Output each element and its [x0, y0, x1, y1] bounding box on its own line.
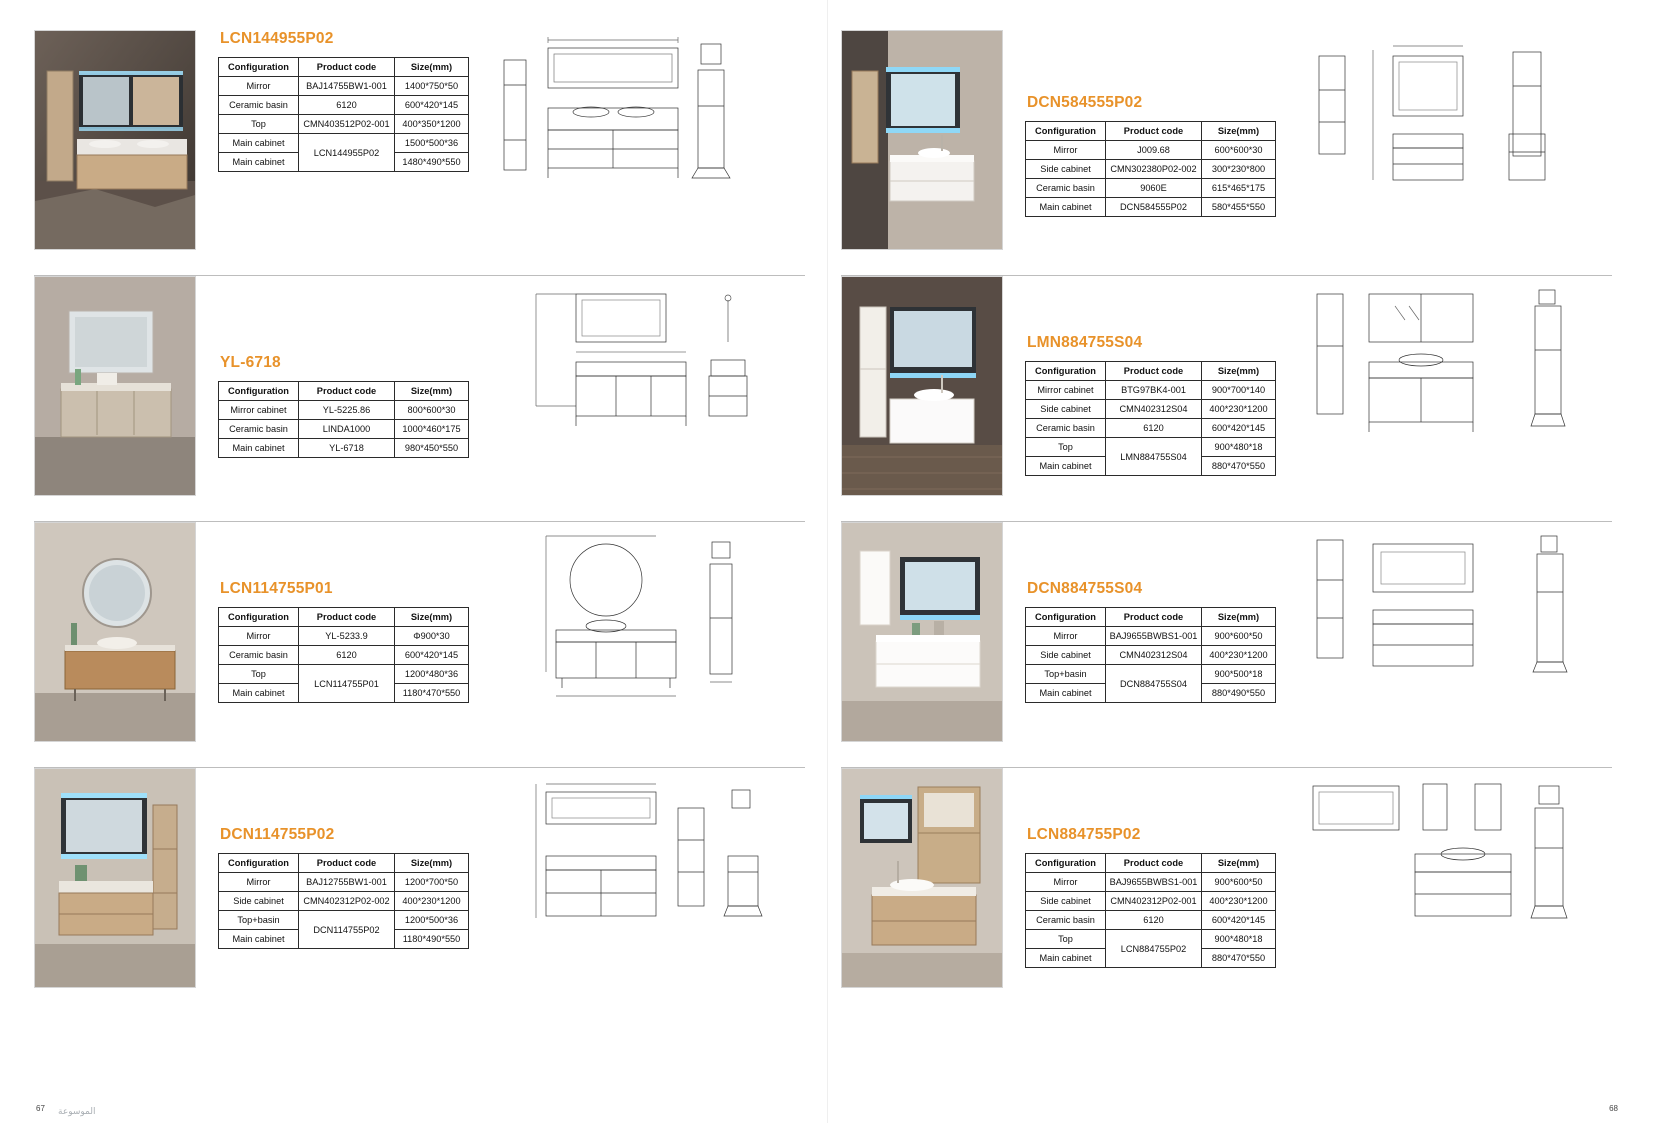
product-info — [196, 30, 469, 172]
table-row — [1026, 400, 1276, 419]
table-row — [1026, 438, 1276, 457]
product-title: YL-6718 — [220, 354, 281, 371]
cell-code: YL-5233.9 — [299, 627, 395, 646]
product-title: LMN884755S04 — [1027, 334, 1143, 351]
product-photo — [34, 30, 196, 250]
cell-size: 400*230*1200 — [1202, 646, 1276, 665]
product-info — [196, 522, 469, 703]
cell-config: Main cabinet — [1026, 457, 1106, 476]
table-row — [1026, 892, 1276, 911]
cell-size: 1200*480*36 — [395, 665, 469, 684]
product-photo — [34, 768, 196, 988]
cell-size: 600*420*145 — [1202, 419, 1276, 438]
table-row — [1026, 627, 1276, 646]
cell-size: 600*420*145 — [1202, 911, 1276, 930]
table-row — [1026, 665, 1276, 684]
cell-size: 900*480*18 — [1202, 930, 1276, 949]
cell-config: Ceramic basin — [1026, 911, 1106, 930]
table-row — [1026, 179, 1276, 198]
col-configuration: Configuration — [219, 608, 299, 627]
cell-code: LCN144955P02 — [299, 134, 395, 172]
product-info — [1003, 276, 1276, 476]
table-row — [219, 115, 469, 134]
cell-config: Ceramic basin — [219, 646, 299, 665]
col-size: Size(mm) — [1202, 854, 1276, 873]
cell-config: Main cabinet — [219, 684, 299, 703]
cell-size: 600*420*145 — [395, 96, 469, 115]
cell-config: Main cabinet — [219, 930, 299, 949]
col-configuration: Configuration — [219, 854, 299, 873]
product-photo — [841, 30, 1003, 250]
cell-code: BAJ9655BWBS1-001 — [1106, 627, 1202, 646]
right-page — [827, 0, 1654, 1123]
cell-code: CMN402312P02-001 — [1106, 892, 1202, 911]
cell-config: Ceramic basin — [1026, 179, 1106, 198]
product-row — [841, 522, 1620, 768]
table-row — [1026, 930, 1276, 949]
cell-size: 1000*460*175 — [395, 420, 469, 439]
col-size: Size(mm) — [395, 854, 469, 873]
technical-drawing — [469, 522, 813, 740]
cell-size: 1180*470*550 — [395, 684, 469, 703]
cell-size: 900*600*50 — [1202, 873, 1276, 892]
spec-table — [1025, 607, 1276, 703]
cell-code: CMN402312S04 — [1106, 400, 1202, 419]
cell-size: 880*490*550 — [1202, 684, 1276, 703]
product-info — [196, 276, 469, 458]
cell-config: Ceramic basin — [1026, 419, 1106, 438]
table-header-row — [219, 382, 469, 401]
col-configuration: Configuration — [219, 382, 299, 401]
product-title: LCN144955P02 — [220, 30, 334, 47]
cell-config: Main cabinet — [219, 134, 299, 153]
table-row — [1026, 141, 1276, 160]
cell-size: 1400*750*50 — [395, 77, 469, 96]
cell-size: 880*470*550 — [1202, 949, 1276, 968]
cell-code: LCN114755P01 — [299, 665, 395, 703]
cell-code: YL-5225.86 — [299, 401, 395, 420]
product-row — [841, 30, 1620, 276]
cell-size: 600*600*30 — [1202, 141, 1276, 160]
product-info — [1003, 30, 1276, 217]
technical-drawing — [469, 768, 813, 986]
cell-code: DCN884755S04 — [1106, 665, 1202, 703]
table-row — [1026, 198, 1276, 217]
cell-config: Side cabinet — [1026, 400, 1106, 419]
cell-code: 6120 — [1106, 419, 1202, 438]
cell-config: Main cabinet — [1026, 949, 1106, 968]
cell-size: 1200*700*50 — [395, 873, 469, 892]
cell-code: 6120 — [299, 96, 395, 115]
cell-code: DCN584555P02 — [1106, 198, 1202, 217]
col-size: Size(mm) — [1202, 362, 1276, 381]
col-product-code: Product code — [1106, 608, 1202, 627]
page-number-right: 68 — [1609, 1104, 1618, 1113]
col-configuration: Configuration — [1026, 608, 1106, 627]
cell-size: 400*230*1200 — [395, 892, 469, 911]
cell-config: Mirror — [219, 627, 299, 646]
spec-table — [1025, 361, 1276, 476]
col-product-code: Product code — [299, 854, 395, 873]
table-header-row — [1026, 608, 1276, 627]
cell-code: LINDA1000 — [299, 420, 395, 439]
product-title: LCN114755P01 — [220, 580, 333, 597]
cell-config: Mirror — [1026, 141, 1106, 160]
col-configuration: Configuration — [1026, 362, 1106, 381]
cell-config: Top+basin — [1026, 665, 1106, 684]
cell-code: BAJ14755BW1-001 — [299, 77, 395, 96]
spec-table — [218, 607, 469, 703]
cell-code: LMN884755S04 — [1106, 438, 1202, 476]
product-row — [841, 768, 1620, 1014]
spec-table — [218, 853, 469, 949]
col-size: Size(mm) — [1202, 122, 1276, 141]
product-photo — [841, 768, 1003, 988]
product-info — [196, 768, 469, 949]
spec-table — [1025, 853, 1276, 968]
cell-size: 400*230*1200 — [1202, 400, 1276, 419]
product-row — [34, 768, 813, 1014]
product-row — [34, 30, 813, 276]
table-row — [1026, 381, 1276, 400]
cell-code: YL-6718 — [299, 439, 395, 458]
cell-code: CMN402312S04 — [1106, 646, 1202, 665]
table-row — [219, 892, 469, 911]
table-row — [219, 873, 469, 892]
cell-code: 6120 — [299, 646, 395, 665]
cell-code: CMN403512P02-001 — [299, 115, 395, 134]
table-row — [219, 96, 469, 115]
product-title: DCN584555P02 — [1027, 94, 1143, 111]
col-product-code: Product code — [299, 58, 395, 77]
product-photo — [841, 276, 1003, 496]
col-size: Size(mm) — [1202, 608, 1276, 627]
spec-table — [1025, 121, 1276, 217]
cell-size: 1180*490*550 — [395, 930, 469, 949]
watermark: الموسوعة — [58, 1107, 96, 1117]
cell-size: 900*600*50 — [1202, 627, 1276, 646]
table-row — [219, 420, 469, 439]
page-number-left: 67 — [36, 1104, 45, 1113]
product-info — [1003, 522, 1276, 703]
col-configuration: Configuration — [1026, 854, 1106, 873]
cell-config: Top — [1026, 930, 1106, 949]
cell-code: CMN302380P02-002 — [1106, 160, 1202, 179]
cell-config: Main cabinet — [1026, 684, 1106, 703]
cell-config: Top — [1026, 438, 1106, 457]
cell-size: 615*465*175 — [1202, 179, 1276, 198]
cell-code: 6120 — [1106, 911, 1202, 930]
technical-drawing — [469, 276, 813, 494]
cell-size: 400*230*1200 — [1202, 892, 1276, 911]
table-row — [219, 439, 469, 458]
technical-drawing — [1276, 522, 1620, 740]
cell-size: 880*470*550 — [1202, 457, 1276, 476]
table-row — [1026, 419, 1276, 438]
product-row — [34, 276, 813, 522]
table-row — [1026, 160, 1276, 179]
product-title: LCN884755P02 — [1027, 826, 1141, 843]
col-product-code: Product code — [299, 608, 395, 627]
col-configuration: Configuration — [219, 58, 299, 77]
col-product-code: Product code — [299, 382, 395, 401]
technical-drawing — [1276, 276, 1620, 494]
col-product-code: Product code — [1106, 362, 1202, 381]
table-row — [219, 401, 469, 420]
table-header-row — [219, 854, 469, 873]
cell-size: 1500*500*36 — [395, 134, 469, 153]
col-product-code: Product code — [1106, 122, 1202, 141]
cell-size: 400*350*1200 — [395, 115, 469, 134]
cell-size: 1200*500*36 — [395, 911, 469, 930]
cell-code: J009.68 — [1106, 141, 1202, 160]
cell-config: Main cabinet — [219, 439, 299, 458]
cell-config: Top+basin — [219, 911, 299, 930]
spec-table — [218, 381, 469, 458]
table-row — [219, 77, 469, 96]
table-header-row — [219, 58, 469, 77]
cell-config: Top — [219, 115, 299, 134]
cell-config: Ceramic basin — [219, 96, 299, 115]
table-row — [219, 911, 469, 930]
table-header-row — [1026, 854, 1276, 873]
table-row — [219, 627, 469, 646]
cell-size: 900*700*140 — [1202, 381, 1276, 400]
cell-code: 9060E — [1106, 179, 1202, 198]
product-title: DCN114755P02 — [220, 826, 335, 843]
product-row — [841, 276, 1620, 522]
table-header-row — [1026, 122, 1276, 141]
cell-code: BAJ9655BWBS1-001 — [1106, 873, 1202, 892]
cell-config: Mirror — [1026, 873, 1106, 892]
cell-size: 580*455*550 — [1202, 198, 1276, 217]
cell-size: 900*480*18 — [1202, 438, 1276, 457]
spec-table — [218, 57, 469, 172]
table-row — [1026, 911, 1276, 930]
technical-drawing — [1276, 768, 1620, 986]
cell-config: Mirror — [1026, 627, 1106, 646]
technical-drawing — [1276, 30, 1620, 248]
table-row — [1026, 873, 1276, 892]
cell-config: Top — [219, 665, 299, 684]
cell-config: Mirror — [219, 77, 299, 96]
cell-config: Mirror cabinet — [1026, 381, 1106, 400]
cell-size: 900*500*18 — [1202, 665, 1276, 684]
cell-config: Ceramic basin — [219, 420, 299, 439]
product-photo — [841, 522, 1003, 742]
table-row — [219, 646, 469, 665]
cell-code: BAJ12755BW1-001 — [299, 873, 395, 892]
col-size: Size(mm) — [395, 608, 469, 627]
col-size: Size(mm) — [395, 382, 469, 401]
table-row — [1026, 646, 1276, 665]
table-row — [219, 134, 469, 153]
col-product-code: Product code — [1106, 854, 1202, 873]
cell-size: 800*600*30 — [395, 401, 469, 420]
cell-code: BTG97BK4-001 — [1106, 381, 1202, 400]
table-header-row — [1026, 362, 1276, 381]
cell-config: Side cabinet — [1026, 646, 1106, 665]
cell-code: DCN114755P02 — [299, 911, 395, 949]
cell-size: 300*230*800 — [1202, 160, 1276, 179]
product-row — [34, 522, 813, 768]
cell-config: Main cabinet — [1026, 198, 1106, 217]
col-configuration: Configuration — [1026, 122, 1106, 141]
cell-code: CMN402312P02-002 — [299, 892, 395, 911]
cell-config: Side cabinet — [1026, 160, 1106, 179]
cell-size: 1480*490*550 — [395, 153, 469, 172]
product-photo — [34, 522, 196, 742]
cell-size: 600*420*145 — [395, 646, 469, 665]
cell-config: Mirror cabinet — [219, 401, 299, 420]
technical-drawing — [469, 30, 813, 248]
cell-size: 980*450*550 — [395, 439, 469, 458]
cell-config: Side cabinet — [219, 892, 299, 911]
cell-config: Main cabinet — [219, 153, 299, 172]
cell-config: Mirror — [219, 873, 299, 892]
table-header-row — [219, 608, 469, 627]
col-size: Size(mm) — [395, 58, 469, 77]
cell-size: Φ900*30 — [395, 627, 469, 646]
table-row — [219, 665, 469, 684]
cell-code: LCN884755P02 — [1106, 930, 1202, 968]
cell-config: Side cabinet — [1026, 892, 1106, 911]
product-photo — [34, 276, 196, 496]
product-title: DCN884755S04 — [1027, 580, 1143, 597]
product-info — [1003, 768, 1276, 968]
